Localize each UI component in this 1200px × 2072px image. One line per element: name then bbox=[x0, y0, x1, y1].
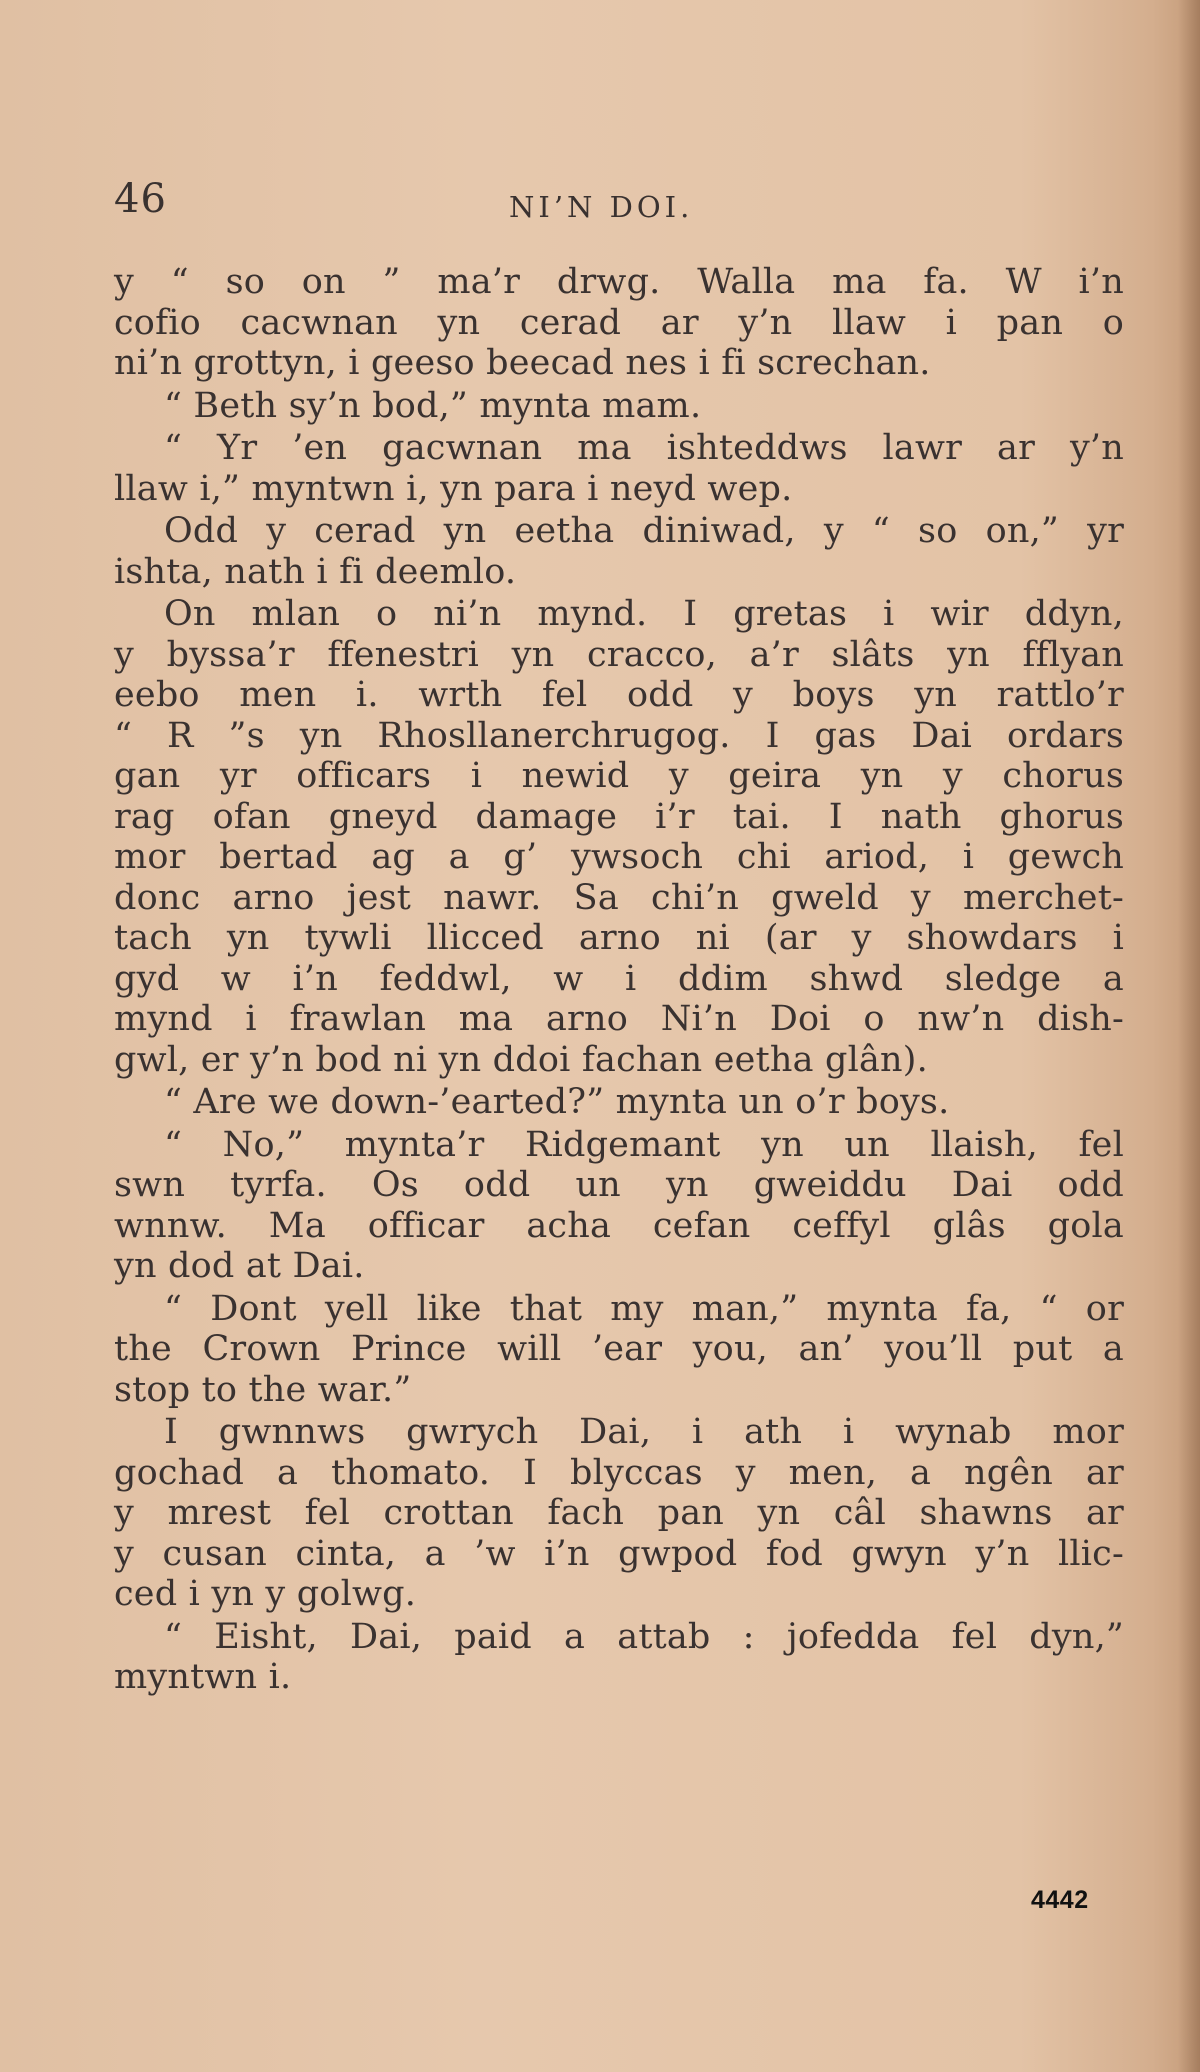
text-line: ni’n grottyn, i geeso beecad nes i fi screchan. bbox=[114, 343, 931, 383]
text-line: gochad a thomato. I blyccas y men, a ngên ar bbox=[114, 1452, 1124, 1493]
text-line: “ Yr ’en gacwnan ma ishteddws lawr ar y’n bbox=[164, 428, 1124, 468]
text-line: wnnw. Ma officar acha cefan ceffyl glâs gola bbox=[114, 1205, 1124, 1246]
text-line: “ R ”s yn Rhosllanerchrugog. I gas Dai ordars bbox=[114, 715, 1124, 756]
text-line: y “ so on ” ma’r drwg. Walla ma fa. W i’n bbox=[114, 262, 1124, 302]
text-line: gwl, er y’n bod ni yn ddoi fachan eetha glân). bbox=[114, 1039, 928, 1080]
text-line: “ Dont yell like that my man,” mynta fa, “ or bbox=[164, 1288, 1124, 1329]
paragraph bbox=[114, 1617, 1124, 1698]
text-line: Odd y cerad yn eetha diniwad, y “ so on,” yr bbox=[164, 511, 1124, 551]
paragraph bbox=[114, 511, 1124, 592]
text-line: llaw i,” myntwn i, yn para i neyd wep. bbox=[114, 468, 793, 509]
text-line: “ Beth sy’n bod,” mynta mam. bbox=[164, 385, 702, 426]
text-line: y mrest fel crottan fach pan yn câl shawns ar bbox=[114, 1493, 1124, 1533]
paragraph bbox=[114, 262, 1124, 384]
text-line: tach yn tywli llicced arno ni (ar y showdars i bbox=[114, 918, 1124, 958]
text-line: On mlan o ni’n mynd. I gretas i wir ddyn, bbox=[164, 594, 1124, 634]
text-line: gyd w i’n feddwl, w i ddim shwd sledge a bbox=[114, 958, 1124, 999]
text-line: ced i yn y golwg. bbox=[114, 1574, 417, 1614]
text-line: donc arno jest nawr. Sa chi’n gweld y merchet- bbox=[114, 877, 1124, 918]
body-text bbox=[114, 262, 1124, 1700]
page-binding-shadow bbox=[1178, 0, 1200, 2072]
text-line: eebo men i. wrth fel odd y boys yn rattlo’r bbox=[114, 675, 1124, 715]
text-line: rag ofan gneyd damage i’r tai. I nath ghorus bbox=[114, 796, 1124, 837]
text-line: myntwn i. bbox=[114, 1657, 292, 1697]
text-line: yn dod at Dai. bbox=[114, 1246, 365, 1286]
text-line: “ Are we down-’earted?” mynta un o’r boys. bbox=[164, 1082, 950, 1122]
running-head: NI’N DOI. bbox=[509, 190, 694, 224]
text-line: gan yr officars i newid y geira yn y chorus bbox=[114, 756, 1124, 796]
paragraph bbox=[114, 1412, 1124, 1615]
paragraph bbox=[114, 1289, 1124, 1411]
text-line: stop to the war.” bbox=[114, 1369, 412, 1410]
text-line: the Crown Prince will ’ear you, an’ you’ll put a bbox=[114, 1329, 1124, 1369]
catalog-number: 4442 bbox=[1031, 1886, 1089, 1914]
text-line: I gwnnws gwrych Dai, i ath i wynab mor bbox=[164, 1412, 1124, 1452]
text-line: ishta, nath i fi deemlo. bbox=[114, 551, 517, 592]
page-number: 46 bbox=[114, 176, 167, 222]
paragraph bbox=[114, 1125, 1124, 1287]
paragraph bbox=[114, 428, 1124, 509]
text-line: y byssa’r ffenestri yn cracco, a’r slâts yn fflyan bbox=[114, 634, 1124, 675]
text-line: cofio cacwnan yn cerad ar y’n llaw i pan o bbox=[114, 302, 1124, 343]
paragraph bbox=[114, 1082, 1124, 1123]
text-line: mor bertad ag a g’ ywsoch chi ariod, i gewch bbox=[114, 837, 1124, 877]
text-line: swn tyrfa. Os odd un yn gweiddu Dai odd bbox=[114, 1165, 1124, 1205]
text-line: y cusan cinta, a ’w i’n gwpod fod gwyn y’n llic- bbox=[114, 1533, 1124, 1574]
text-line: “ No,” mynta’r Ridgemant yn un llaish, fel bbox=[164, 1124, 1124, 1165]
page-header bbox=[114, 176, 1124, 236]
text-line: “ Eisht, Dai, paid a attab : jofedda fel dyn,” bbox=[164, 1616, 1124, 1657]
text-line: mynd i frawlan ma arno Ni’n Doi o nw’n dish- bbox=[114, 999, 1124, 1039]
paragraph bbox=[114, 386, 1124, 427]
paragraph bbox=[114, 594, 1124, 1080]
